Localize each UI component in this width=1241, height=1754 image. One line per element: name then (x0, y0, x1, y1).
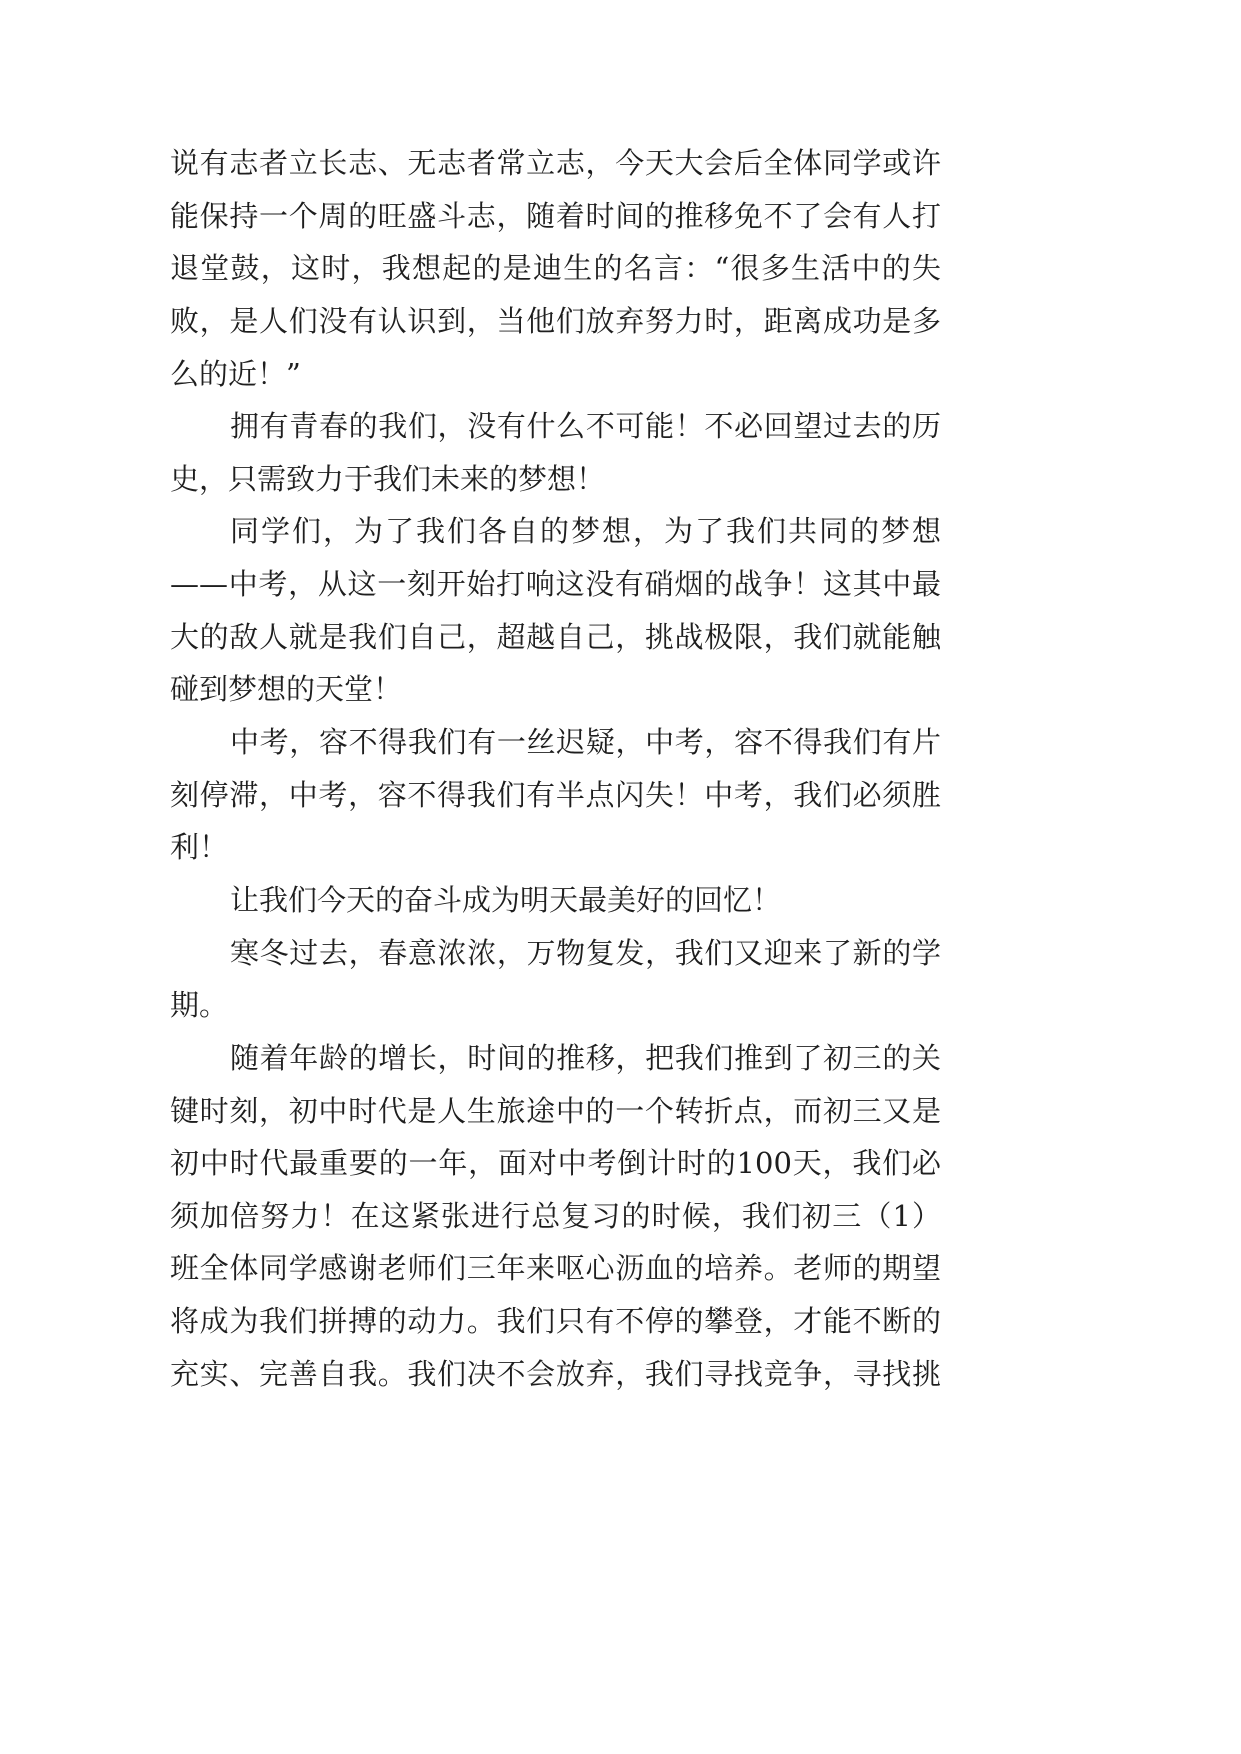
text-line: 败，是人们没有认识到，当他们放弃努力时，距离成功是多 (170, 303, 941, 338)
text-line: 键时刻，初中时代是人生旅途中的一个转折点，而初三又是 (170, 1093, 941, 1128)
text-line: 中考，容不得我们有一丝迟疑，中考，容不得我们有片 (230, 725, 941, 760)
text-line: 碰到梦想的天堂！ (170, 672, 403, 707)
text-line: 能保持一个周的旺盛斗志，随着时间的推移免不了会有人打 (170, 198, 941, 233)
text-line: 拥有青春的我们，没有什么不可能！不必回望过去的历 (230, 409, 941, 444)
text-line: 充实、完善自我。我们决不会放弃，我们寻找竞争，寻找挑 (170, 1356, 941, 1391)
text-line: 退堂鼓，这时，我想起的是迪生的名言：“很多生活中的失 (170, 251, 941, 286)
text-line: 说有志者立长志、无志者常立志，今天大会后全体同学或许 (170, 146, 941, 180)
text-line: 大的敌人就是我们自己，超越自己，挑战极限，我们就能触 (170, 619, 941, 654)
paragraph (170, 716, 941, 874)
text-line: 须加倍努力！在这紧张进行总复习的时候，我们初三（1） (170, 1198, 941, 1233)
text-line: 让我们今天的奋斗成为明天最美好的回忆！ (230, 882, 782, 917)
text-line: 将成为我们拼搏的动力。我们只有不停的攀登，才能不断的 (170, 1304, 941, 1339)
text-line: 刻停滞，中考，容不得我们有半点闪失！中考，我们必须胜 (170, 777, 941, 812)
body-text (170, 137, 941, 1400)
text-line: 初中时代最重要的一年，面对中考倒计时的100天，我们必 (170, 1146, 941, 1181)
text-line: 利！ (170, 830, 229, 865)
paragraph (170, 505, 941, 716)
paragraph (170, 927, 941, 1032)
text-line: 么的近！” (170, 356, 301, 391)
paragraph (170, 1032, 941, 1400)
text-line: 史，只需致力于我们未来的梦想！ (170, 461, 606, 496)
paragraph (170, 137, 941, 400)
text-line: 同学们，为了我们各自的梦想，为了我们共同的梦想 (230, 514, 941, 549)
paragraph (170, 400, 941, 505)
text-line: 班全体同学感谢老师们三年来呕心沥血的培养。老师的期望 (170, 1251, 941, 1286)
text-line: 随着年龄的增长，时间的推移，把我们推到了初三的关 (230, 1040, 941, 1075)
text-line: ——中考，从这一刻开始打响这没有硝烟的战争！这其中最 (170, 567, 941, 602)
text-line: 寒冬过去，春意浓浓，万物复发，我们又迎来了新的学 (230, 935, 941, 970)
text-line: 期。 (170, 988, 229, 1023)
paragraph (170, 874, 941, 927)
